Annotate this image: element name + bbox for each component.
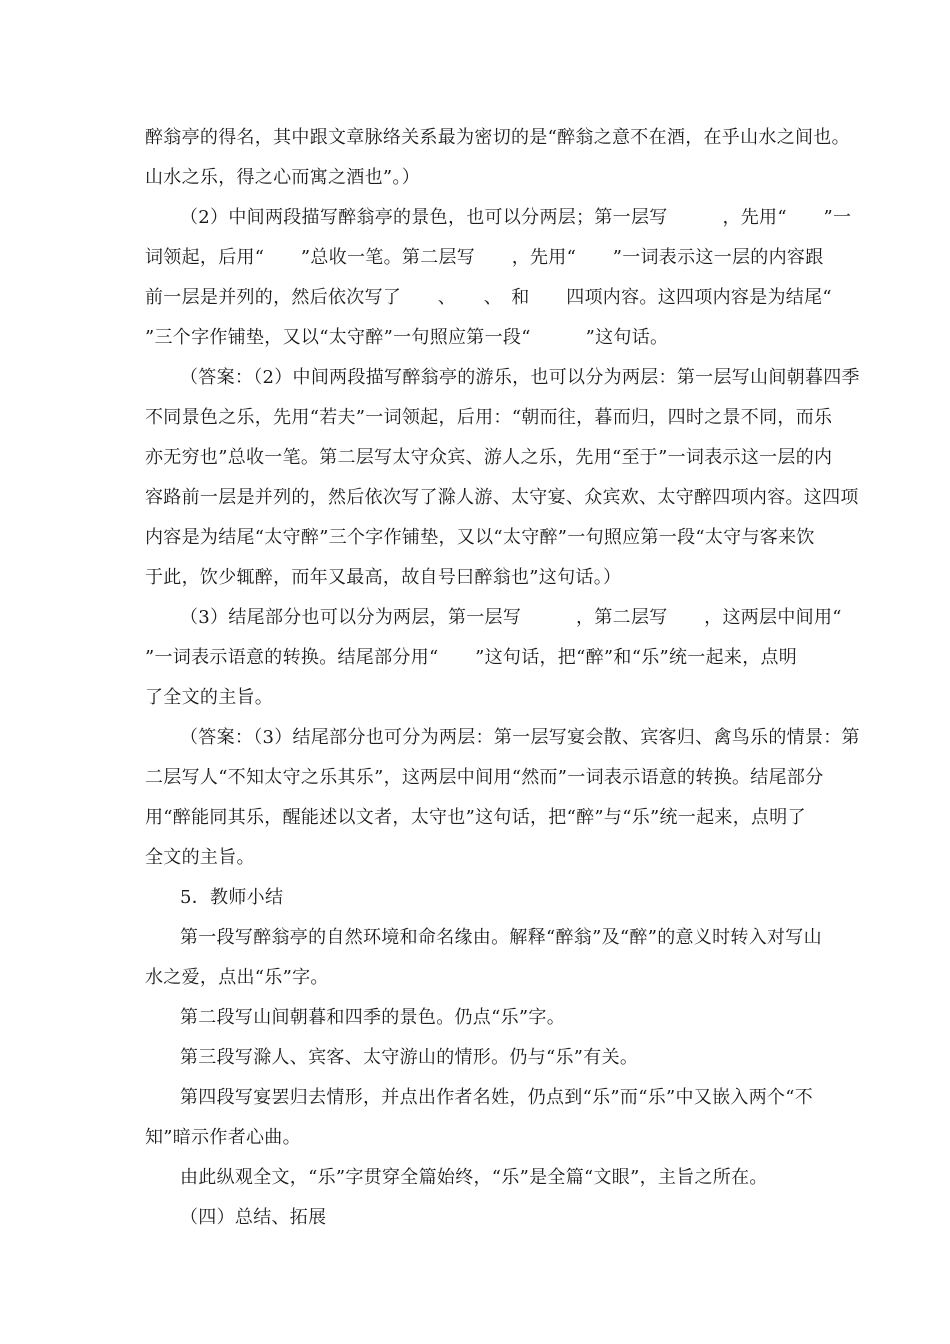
text-line: 内容是为结尾“太守醉”三个字作铺垫，又以“太守醉”一句照应第一段“太守与客来饮	[145, 527, 815, 548]
text-line: 第二段写山间朝暮和四季的景色。仍点“乐”字。	[180, 1007, 566, 1028]
text-line: 水之爱，点出“乐”字。	[145, 967, 329, 988]
text-line: ”三个字作铺垫，又以“太守醉”一句照应第一段“ ”这句话。	[145, 327, 669, 348]
text-line: 第一段写醉翁亭的自然环境和命名缘由。解释“醉翁”及“醉”的意义时转入对写山	[180, 927, 822, 948]
text-line: 山水之乐，得之心而寓之酒也”。）	[145, 167, 421, 188]
section-heading: （四）总结、拓展	[180, 1207, 327, 1228]
text-line: 用“醉能同其乐，醒能述以文者，太守也”这句话，把“醉”与“乐”统一起来，点明了	[145, 807, 806, 828]
text-line: 于此，饮少辄醉，而年又最高，故自号曰醉翁也”这句话。）	[145, 567, 622, 588]
text-line: 知”暗示作者心曲。	[145, 1127, 301, 1148]
text-line: （答案：（2）中间两段描写醉翁亭的游乐，也可以分为两层：第一层写山间朝暮四季	[180, 367, 860, 388]
text-line: 不同景色之乐，先用“若夫”一词领起，后用：“朝而往，暮而归，四时之景不同，而乐	[145, 407, 833, 428]
text-line: 词领起，后用“ ”总收一笔。第二层写 ，先用“ ”一词表示这一层的内容跟	[145, 247, 824, 268]
text-line: （3）结尾部分也可以分为两层，第一层写 ，第二层写 ，这两层中间用“	[180, 607, 842, 628]
text-line: 全文的主旨。	[145, 847, 255, 868]
text-line: 由此纵观全文，“乐”字贯穿全篇始终，“乐”是全篇“文眼”，主旨之所在。	[180, 1167, 768, 1188]
text-line: ”一词表示语意的转换。结尾部分用“ ”这句话，把“醉”和“乐”统一起来，点明	[145, 647, 798, 668]
text-line: 容路前一层是并列的，然后依次写了滁人游、太守宴、众宾欢、太守醉四项内容。这四项	[145, 487, 859, 508]
text-line: （答案：（3）结尾部分也可分为两层：第一层写宴会散、宾客归、禽鸟乐的情景：第	[180, 727, 860, 748]
text-line: （2）中间两段描写醉翁亭的景色，也可以分两层；第一层写 ，先用“ ”一	[180, 207, 852, 228]
text-line: 亦无穷也”总收一笔。第二层写太守众宾、游人之乐，先用“至于”一词表示这一层的内	[145, 447, 833, 468]
section-heading: 5．教师小结	[180, 887, 284, 908]
text-line: 了全文的主旨。	[145, 687, 274, 708]
text-line: 第四段写宴罢归去情形，并点出作者名姓，仍点到“乐”而“乐”中又嵌入两个“不	[180, 1087, 814, 1108]
text-line: 醉翁亭的得名，其中跟文章脉络关系最为密切的是“醉翁之意不在酒，在乎山水之间也。	[145, 127, 850, 148]
text-line: 二层写人“不知太守之乐其乐”，这两层中间用“然而”一词表示语意的转换。结尾部分	[145, 767, 824, 788]
text-line: 前一层是并列的，然后依次写了 、 、 和 四项内容。这四项内容是为结尾“	[145, 287, 832, 308]
text-line: 第三段写滁人、宾客、太守游山的情形。仍与“乐”有关。	[180, 1047, 639, 1068]
